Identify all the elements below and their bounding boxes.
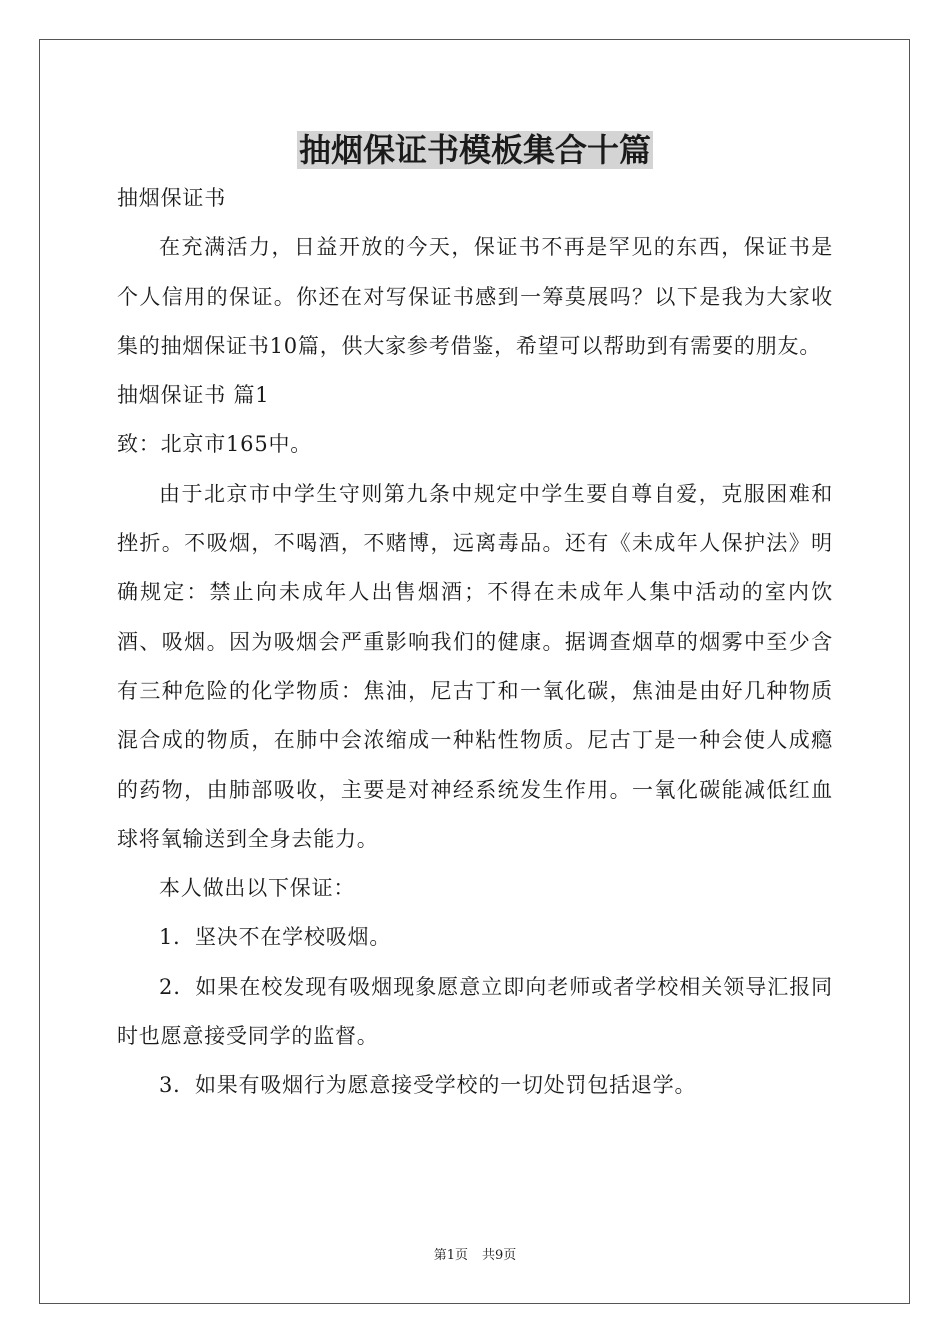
document-title-text: 抽烟保证书模板集合十篇 <box>298 131 651 169</box>
page-footer <box>0 1246 950 1266</box>
body-paragraph: 由于北京市中学生守则第九条中规定中学生要自尊自爱，克服困难和挫折。不吸烟，不喝酒，不赌博，远离毒品。还有《未成年人保护法》明确规定：禁止向未成年人出售烟酒；不得在未成年人集中活动的室内饮酒、吸烟。因为吸烟会严重影响我们的健康。据调查烟草的烟雾中至少含有三种危险的化学物质：焦油，尼古丁和一氧化碳，焦油是由好几种物质混合成的物质，在肺中会浓缩成一种粘性物质。尼古丁是一种会使人成瘾的药物，由肺部吸收，主要是对神经系统发生作用。一氧化碳能减低红血球将氧输送到全身去能力。 <box>117 481 833 851</box>
intro-paragraph: 在充满活力，日益开放的今天，保证书不再是罕见的东西，保证书是个人信用的保证。你还在对写保证书感到一筹莫展吗？以下是我为大家收集的抽烟保证书10篇，供大家参考借鉴，希望可以帮助到有需要的朋友。 <box>117 235 833 358</box>
page-total: 共9页 <box>482 1248 517 1263</box>
section-heading: 抽烟保证书 篇1 <box>117 383 270 408</box>
document-title <box>0 124 950 176</box>
page-number: 第1页 <box>433 1248 468 1263</box>
pledge-intro: 本人做出以下保证： <box>159 876 356 901</box>
document-body <box>117 174 833 1111</box>
section-heading: 抽烟保证书 <box>117 186 226 210</box>
pledge-item: 1．坚决不在学校吸烟。 <box>159 925 392 950</box>
pledge-item: 3．如果有吸烟行为愿意接受学校的一切处罚包括退学。 <box>159 1073 697 1098</box>
addressee-line: 致：北京市165中。 <box>117 432 313 457</box>
pledge-item: 2．如果在校发现有吸烟现象愿意立即向老师或者学校相关领导汇报同时也愿意接受同学的监督。 <box>117 974 833 1049</box>
